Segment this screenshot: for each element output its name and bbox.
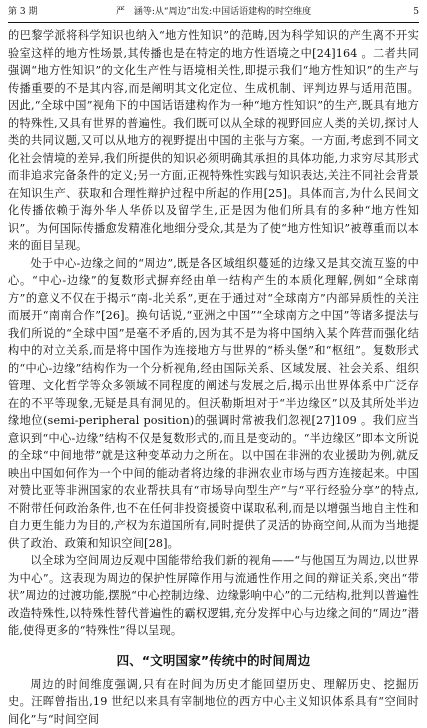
- article-body: [8, 27, 419, 728]
- running-header: [8, 4, 419, 20]
- page-number: 5: [413, 4, 419, 20]
- issue-label: 第 3 期: [8, 4, 37, 20]
- paragraph-center-periphery: 处于中心-边缘之间的“周边”,既是各区域组织蔓延的边缘又是其交流互鉴的中心。“中心-边缘”的复数形式摒弃经由单一结构产生的本质化理解,例如“全球南方”的意义不仅在于揭示“南-北关系”,更在于通过对“全球南方”内部异质性的关注而展开“南南合作”[26]。换句话说,“亚洲之中国”“全球南方之中国”等诸多提法与我们所说的“全球中国”是毫不矛盾的,因为其不是为将中国纳入某个阵营而强化结构中的对立关系,而是将中国作为连接地方与世界的“桥头堡”和“枢纽”。复数形式的“中心-边缘”结构作为一个分析视角,经由国际关系、区域发展、社会关系、组织管理、文化哲学等众多领域不同程度的阐述与发展之后,揭示出世界体系中广泛存在的不平等现象,无疑是具有洞见的。但沃勒斯坦对于“半边缘区”以及其所处半边缘地位(semi-peripheral position)的强调时常被我们忽视[27]109 。我们应当意识到“中心-边缘”结构不仅是复数形式的,而且是变动的。“半边缘区”即本文所说的全球“中间地带”就是这种变革动力之所在。以中国在非洲的农业援助为例,就反映出中国如何作为一个中间的能动者将边缘的非洲农业市场与西方连接起来。中国对赞比亚等非洲国家的农业帮扶具有“市场导向型生产”与“平行经验分享”的特点,不附带任何政治条件,也不在任何非投资援资中谋取私利,而是以增强当地自主性和自力更生能力为目的,产权为东道国所有,同时提供了灵活的协商空间,从而为当地提供了政治、政策和知识空间[28]。: [8, 255, 419, 553]
- paragraph-continuation: 的巴黎学派将科学知识也纳入“地方性知识”的范畴,因为科学知识的产生离不开实验室这样的地方性场景,其传播也是在特定的地方性语境之中[24]164 。二者共同强调“地方性知识”的文化生产性与语境相关性,即提示我们“地方性知识”的生产与传播重要的不是其内容,而是阐明其文化定位、生成机制、评判边界与适用范围。因此,“全球中国”视角下的中国话语建构作为一种“地方性知识”的生产,既具有地方的特殊性,又具有世界的普遍性。我们既可以从全球的视野回应人类的关切,探讨人类的共同议题,又可以从地方的视野提出中国的主张与方案。一方面,考虑到不同文化社会情境的差异,我们所提供的知识必须明确其承担的具体功能,力求穷尽其形式而非追求完备条件的定义;另一方面,正视特殊性实践与知识表达,关注不同社会背景在知识生产、获取和合理性辩护过程中所起的作用[25]。具体而言,为什么民间文化传播依赖于海外华人华侨以及留学生,正是因为他们所具有的多种“地方性知识”。为何国际传播愈发精准化地细分受众,其是为了使“地方性知识”被尊重而以本来的面目呈现。: [8, 27, 419, 255]
- header-divider: [8, 22, 419, 23]
- section-heading: 四、“文明国家”传统中的时间周边: [8, 652, 419, 670]
- paragraph-time-dimension: 周边的时间维度强调,只有在时间为历史才能回望历史、理解历史、挖掘历史。汪晖曾指出,19 世纪以来具有宰制地位的西方中心主义知识体系具有“空间时间化”与“时间空间: [8, 676, 419, 728]
- paragraph-global-periphery: 以全球为空间周边反观中国能带给我们新的视角——“与他国互为周边,以世界为中心”。这表现为周边的保护性屏障作用与流通性作用之间的辩证关系,突出“带状”周边的过渡功能,摆脱“中心控制边缘、边缘影响中心”的二元结构,批判以普遍性改造特殊性,以特殊性替代普遍性的霸权逻辑,充分发挥中心与边缘之间的“周边”潜能,使得更多的“特殊性”得以呈现。: [8, 552, 419, 640]
- running-title: 严 涵等:从“周边”出发:中国话语建构的时空维度: [8, 4, 419, 20]
